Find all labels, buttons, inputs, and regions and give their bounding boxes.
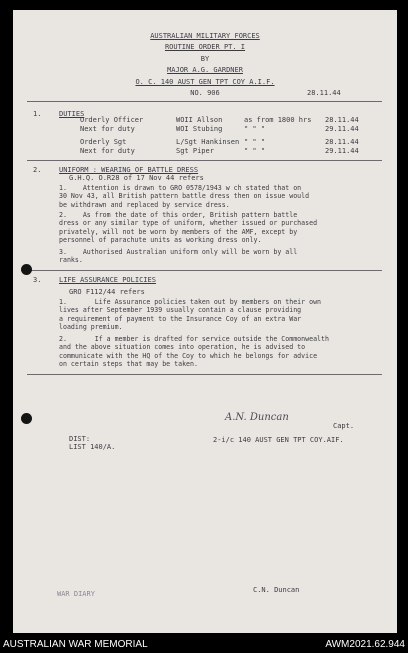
section-1-number: 1.: [33, 110, 42, 118]
duty-name: L/Sgt Hankinsen: [176, 138, 240, 146]
section-2-reference: G.H.Q. O.R28 of 17 Nov 44 refers: [69, 174, 204, 182]
distribution-list: LIST 140/A.: [69, 443, 116, 451]
archive-footer: [0, 636, 408, 653]
duty-when: " " ": [244, 147, 266, 155]
section-1-divider: [27, 160, 382, 161]
duty-when: as from 1800 hrs: [244, 116, 312, 124]
handwritten-signature: A.N. Duncan: [225, 412, 289, 423]
punch-hole-upper: [21, 264, 32, 275]
duty-date: 28.11.44: [325, 116, 359, 124]
duty-when: " " ": [244, 138, 266, 146]
duty-name: WOII Allson: [176, 116, 223, 124]
archive-name: AUSTRALIAN WAR MEMORIAL: [3, 639, 148, 650]
section-1-title: DUTIES: [59, 110, 85, 118]
duty-date: 29.11.44: [325, 147, 359, 155]
duty-date: 29.11.44: [325, 125, 359, 133]
section-3-paragraph-2: 2. If a member is drafted for service outside the Commonwealth and the above situation comes into operation, he is advised to communicate with the HQ of the Coy to which he belongs for advice on certain steps that may be taken.: [59, 335, 329, 368]
unit-name: O. C. 140 AUST GEN TPT COY A.I.F.: [135, 78, 275, 86]
section-3-paragraph-1: 1. Life Assurance policies taken out by members on their own lives after September 1939 usually contain a clause providing a requirement of payment to the Insurance Coy of an extra War loading premium.: [59, 298, 322, 331]
org-heading: AUSTRALIAN MILITARY FORCES: [150, 32, 260, 40]
section-2-number: 2.: [33, 166, 42, 174]
punch-hole-lower: [21, 413, 32, 424]
section-3-number: 3.: [33, 276, 42, 284]
war-diary-stamp: WAR DIARY: [57, 590, 95, 598]
duty-role: Orderly Officer: [80, 116, 144, 124]
duty-role: Next for duty: [80, 125, 135, 133]
signatory-unit: 2-i/c 140 AUST GEN TPT COY.AIF.: [213, 436, 344, 444]
by-line: BY: [200, 55, 210, 63]
document-page: [13, 10, 397, 633]
section-2-paragraph-3: 3. Authorised Australian uniform only will be worn by all ranks.: [59, 248, 298, 265]
header-divider: [27, 101, 382, 102]
duty-name: Sgt Piper: [176, 147, 214, 155]
duty-when: " " ": [244, 125, 266, 133]
duty-name: WOI Stubing: [176, 125, 223, 133]
order-number: NO. 906: [190, 89, 220, 97]
duty-date: 28.11.44: [325, 138, 359, 146]
order-title: ROUTINE ORDER PT. I: [164, 43, 246, 51]
officer-name: MAJOR A.G. GARDNER: [167, 66, 243, 74]
section-3-reference: GRO F112/44 refers: [69, 288, 145, 296]
section-2-paragraph-1: 1. Attention is drawn to GRO 0578/1943 w ch stated that on 30 Nov 43, all British pattern battle dress then on issue would be withdrawn and replaced by service dress.: [59, 184, 310, 209]
duty-role: Orderly Sgt: [80, 138, 127, 146]
signatory-rank: Capt.: [333, 422, 355, 430]
section-3-divider: [27, 374, 382, 375]
section-2-paragraph-2: 2. As from the date of this order, British pattern battle dress or any similar type of uniform, whether issued or purchased privately, will not be worn by members of the AMF, except by personnel of parachute units as working dress only.: [59, 211, 318, 244]
section-3-title: LIFE ASSURANCE POLICIES: [59, 276, 156, 284]
archive-accession-number: AWM2021.62.944: [325, 639, 405, 650]
duty-role: Next for duty: [80, 147, 135, 155]
section-2-title: UNIFORM : WEARING OF BATTLE DRESS: [59, 166, 199, 174]
distribution-label: DIST:: [69, 435, 91, 443]
signatory-name: C.N. Duncan: [253, 586, 300, 594]
section-2-divider: [27, 270, 382, 271]
order-date: 28.11.44: [307, 89, 341, 97]
